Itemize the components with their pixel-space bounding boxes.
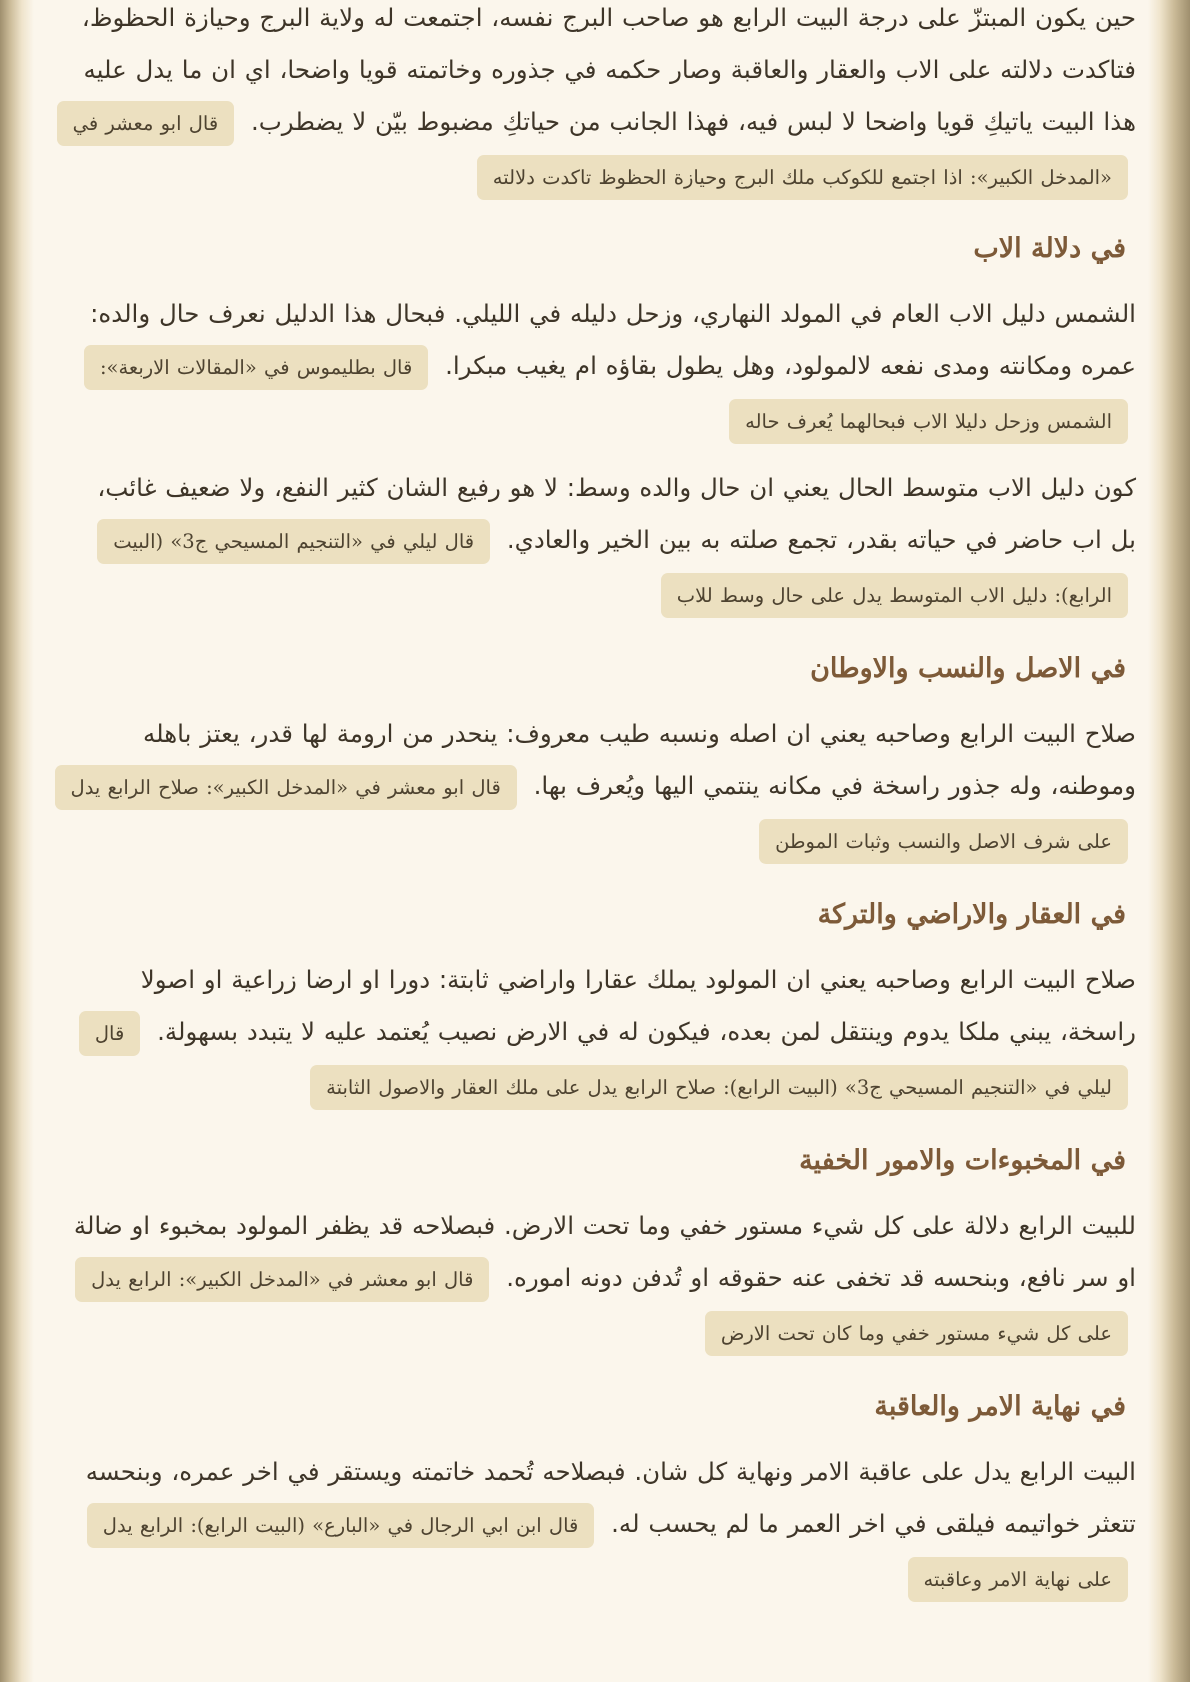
section-text: الشمس دليل الاب العام في المولد النهاري، وزحل دليله في الليلي. فبحال هذا الدليل نعرف حال والده: عمره ومكانته ومدى نفعه لالمولود، وهل يطول بقاؤه ام يغيب مبكرا. [90, 299, 1136, 380]
document-body [64, 0, 1136, 1606]
section-quote: قال ابن ابي الرجال في «البارع» (البيت الرابع): الرابع يدل على نهاية الامر وعاقبته [87, 1503, 1128, 1602]
section-heading-hidden-things: في المخبوءات والامور الخفية [799, 1145, 1126, 1176]
section-quote: قال ليلي في «التنجيم المسيحي ج3» (البيت الرابع): دليل الاب المتوسط يدل على حال وسط للاب [97, 519, 1128, 618]
section-quote: قال ليلي في «التنجيم المسيحي ج3» (البيت الرابع): صلاح الرابع يدل على ملك العقار والاصول الثابتة [79, 1011, 1128, 1110]
section-paragraph-lineage [64, 708, 1136, 868]
intro-paragraph [64, 0, 1136, 204]
section-text: كون دليل الاب متوسط الحال يعني ان حال والده وسط: لا هو رفيع الشان كثير النفع، ولا ضعيف غائب، بل اب حاضر في حياته بقدر، تجمع صلته به بين الخير والعادي. [97, 473, 1136, 554]
section-paragraph-father-average [64, 462, 1136, 622]
section-heading-father: في دلالة الاب [973, 233, 1126, 264]
section-text: البيت الرابع يدل على عاقبة الامر ونهاية كل شان. فبصلاحه تُحمد خاتمته ويستقر في اخر عمره، وبنحسه تتعثر خواتيمه فيلقى في اخر العمر ما لم يحسب له. [85, 1457, 1136, 1538]
section-text: للبيت الرابع دلالة على كل شيء مستور خفي وما تحت الارض. فبصلاحه قد يظفر المولود بمخبوء او ضالة او سر نافع، وبنحسه قد تخفى عنه حقوقه او تُدفن دونه اموره. [73, 1211, 1136, 1292]
section-paragraph-father [64, 288, 1136, 448]
section-paragraph-property [64, 954, 1136, 1114]
section-paragraph-outcome [64, 1446, 1136, 1606]
section-paragraph-hidden-things [64, 1200, 1136, 1360]
section-quote: قال بطليموس في «المقالات الاربعة»: الشمس وزحل دليلا الاب فبحالهما يُعرف حاله [84, 345, 1128, 444]
intro-text: حين يكون المبتزّ على درجة البيت الرابع هو صاحب البرج نفسه، اجتمعت له ولاية البرج وحيازة الحظوظ، فتاكدت دلالته على الاب والعقار والعاقبة وصار حكمه في جذوره وخاتمته قويا واضحا، اي ان ما يدل عليه هذا البيت ياتيكِ قويا واضحا لا لبس فيه، فهذا الجانب من حياتكِ مضبوط بيّن لا يضطرب. [81, 3, 1136, 136]
section-quote: قال ابو معشر في «المدخل الكبير»: الرابع يدل على كل شيء مستور خفي وما كان تحت الارض [75, 1257, 1128, 1356]
section-quote: قال ابو معشر في «المدخل الكبير»: صلاح الرابع يدل على شرف الاصل والنسب وثبات الموطن [55, 765, 1128, 864]
section-text: صلاح البيت الرابع وصاحبه يعني ان المولود يملك عقارا واراضي ثابتة: دورا او ارضا زراعية او اصولا راسخة، يبني ملكا يدوم وينتقل لمن بعده، فيكون له في الارض نصيب يُعتمد عليه لا يتبدد بسهولة. [140, 965, 1136, 1046]
section-heading-property: في العقار والاراضي والتركة [817, 899, 1126, 930]
section-heading-lineage: في الاصل والنسب والاوطان [810, 653, 1126, 684]
section-heading-outcome: في نهاية الامر والعاقبة [874, 1391, 1126, 1422]
intro-quote: قال ابو معشر في «المدخل الكبير»: اذا اجتمع للكوكب ملك البرج وحيازة الحظوظ تاكدت دلالته [57, 101, 1128, 200]
section-text: صلاح البيت الرابع وصاحبه يعني ان اصله ونسبه طيب معروف: ينحدر من ارومة لها قدر، يعتز باهله وموطنه، وله جذور راسخة في مكانه ينتمي اليها ويُعرف بها. [143, 719, 1136, 800]
